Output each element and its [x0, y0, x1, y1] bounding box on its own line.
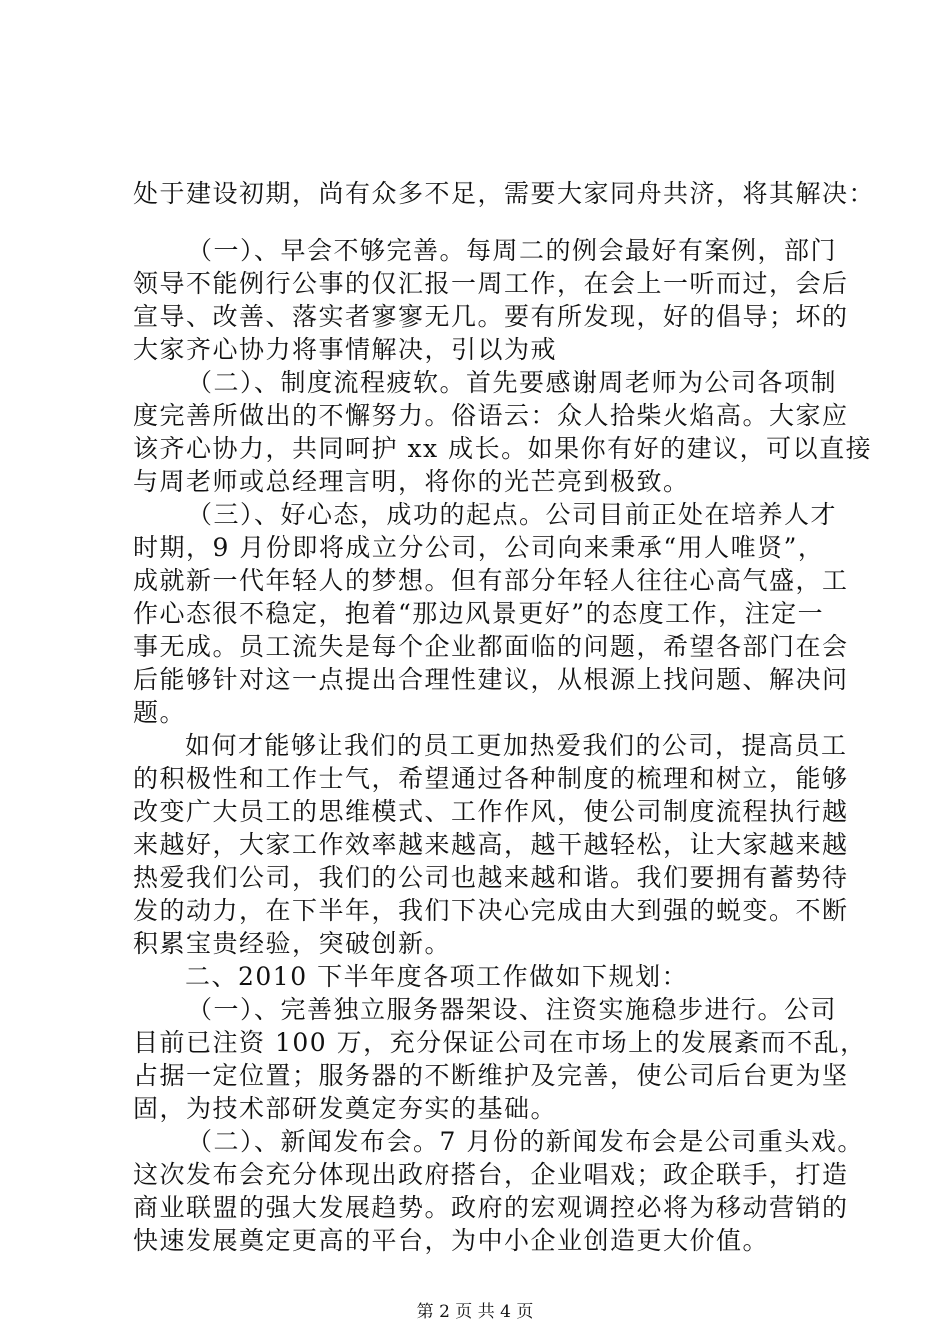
text-line: 事无成。员工流失是每个企业都面临的问题，希望各部门在会 [133, 632, 849, 661]
text-line: （二）、新闻发布会。7 月份的新闻发布会是公司重头戏。 [187, 1127, 864, 1156]
text-line: （一）、完善独立服务器架设、注资实施稳步进行。公司 [187, 995, 838, 1024]
section-heading: 二、2010 下半年度各项工作做如下规划： [185, 962, 689, 991]
text-line: 如何才能够让我们的员工更加热爱我们的公司，提高员工 [185, 731, 848, 760]
text-line: 来越好，大家工作效率越来越高，越干越轻松，让大家越来越 [133, 830, 849, 859]
text-line: 作心态很不稳定，抱着“那边风景更好”的态度工作，注定一 [133, 599, 825, 628]
text-line: 固，为技术部研发奠定夯实的基础。 [133, 1094, 558, 1123]
text-line: （二）、制度流程疲软。首先要感谢周老师为公司各项制 [187, 368, 838, 397]
text-line: 时期，9 月份即将成立分公司，公司向来秉承“用人唯贤”， [133, 533, 825, 562]
text-line: 商业联盟的强大发展趋势。政府的宏观调控必将为移动营销的 [133, 1193, 849, 1222]
text-line: 热爱我们公司，我们的公司也越来越和谐。我们要拥有蓄势待 [133, 863, 849, 892]
text-line: （三）、好心态，成功的起点。公司目前正处在培养人才 [187, 500, 838, 529]
text-line: 度完善所做出的不懈努力。俗语云：众人拾柴火焰高。大家应 [133, 401, 849, 430]
text-line: 目前已注资 100 万，充分保证公司在市场上的发展紊而不乱， [133, 1028, 867, 1057]
text-line: 领导不能例行公事的仅汇报一周工作，在会上一听而过，会后 [133, 269, 849, 298]
text-line: 该齐心协力，共同呵护 xx 成长。如果你有好的建议，可以直接 [133, 434, 873, 463]
text-line: 大家齐心协力将事情解决，引以为戒 [133, 335, 558, 364]
text-line: 宣导、改善、落实者寥寥无几。要有所发现，好的倡导；坏的 [133, 302, 849, 331]
text-line: 处于建设初期，尚有众多不足，需要大家同舟共济，将其解决： [133, 179, 876, 208]
page-number-footer: 第 2 页 共 4 页 [416, 1302, 534, 1322]
text-line: 后能够针对这一点提出合理性建议，从根源上找问题、解决问 [133, 665, 849, 694]
text-line: 占据一定位置；服务器的不断维护及完善，使公司后台更为坚 [133, 1061, 849, 1090]
text-line: 快速发展奠定更高的平台，为中小企业创造更大价值。 [133, 1226, 770, 1255]
text-line: 改变广大员工的思维模式、工作作风，使公司制度流程执行越 [133, 797, 849, 826]
text-line: 成就新一代年轻人的梦想。但有部分年轻人往往心高气盛，工 [133, 566, 849, 595]
text-line: （一）、早会不够完善。每周二的例会最好有案例，部门 [187, 236, 838, 265]
text-line: 积累宝贵经验，突破创新。 [133, 929, 452, 958]
text-line: 的积极性和工作士气，希望通过各种制度的梳理和树立，能够 [133, 764, 849, 793]
text-line: 这次发布会充分体现出政府搭台，企业唱戏；政企联手，打造 [133, 1160, 849, 1189]
text-line: 发的动力，在下半年，我们下决心完成由大到强的蜕变。不断 [133, 896, 849, 925]
text-line: 与周老师或总经理言明，将你的光芒亮到极致。 [133, 467, 690, 496]
text-line: 题。 [133, 698, 187, 727]
